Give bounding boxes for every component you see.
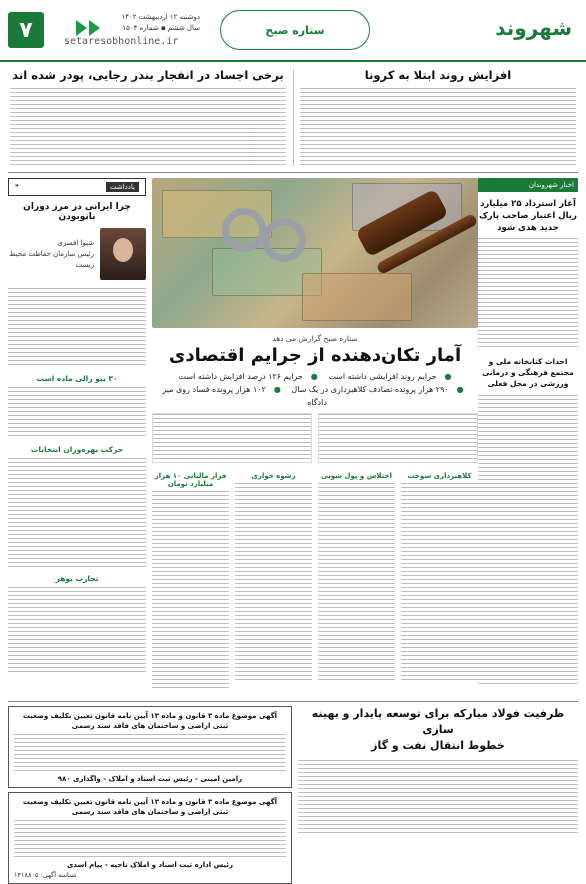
notice-serial: شناسه آگهی: ۱۴۱۸۸۰۵ bbox=[14, 871, 77, 879]
bullet-icon: ● bbox=[456, 385, 464, 394]
column-title[interactable]: چرا ایرانی در مرز دوران بانوبودن bbox=[23, 202, 131, 222]
masthead bbox=[0, 0, 586, 62]
column-body bbox=[235, 483, 312, 683]
feature-column bbox=[152, 469, 229, 691]
bullet-icon: ● bbox=[310, 372, 318, 381]
left-column bbox=[8, 178, 146, 698]
feature-column bbox=[401, 469, 478, 691]
banknote-image bbox=[302, 273, 412, 321]
notice-title: آگهی موضوع ماده ۳ قانون و ماده ۱۳ آیین نامه قانون تعیین تکلیف وضعیت ثبتی اراضی و ساختمان های فاقد سند رسمی bbox=[22, 798, 278, 816]
bottom-story bbox=[298, 706, 578, 824]
story-headline[interactable]: برخی اجساد در انفجار بندر رجایی، پودر شده اند bbox=[12, 68, 284, 82]
bullet-text: ۱۰۲ هزار پرونده فساد روی میز دادگاه bbox=[162, 385, 327, 407]
column-subhead: ۳۰ بیو زالی ماده است bbox=[36, 374, 118, 383]
notice-signature: رئیس اداره ثبت اسناد و املاک ناحیه - پیام اسدی bbox=[66, 861, 234, 869]
notice-body bbox=[14, 734, 286, 772]
issue-line: سال ششم ▪ شماره ۱۵۰۴ bbox=[122, 24, 200, 32]
top-left-story bbox=[10, 68, 286, 168]
column-body bbox=[8, 387, 146, 439]
column-body bbox=[152, 491, 229, 691]
author-block bbox=[8, 228, 146, 280]
column-headline[interactable]: آغاز استرداد ۲۵ میلیارد ریال اعتبار صاحب پارک جدید هدی شود bbox=[479, 199, 577, 233]
column-subhead: رشوه خواری bbox=[251, 472, 296, 480]
column-body bbox=[8, 288, 146, 368]
notice-signature: رامین امینی - رئیس ثبت اسناد و املاک - واگذاری ۹۸۰ bbox=[57, 775, 243, 783]
bullet-text: جرایم ۱۲۶ درصد افزایش داشته است bbox=[178, 372, 303, 381]
author-info bbox=[8, 238, 94, 271]
column-body bbox=[8, 458, 146, 568]
top-right-story bbox=[300, 68, 576, 168]
feature-columns bbox=[152, 469, 478, 691]
page-number: ۷ bbox=[8, 12, 44, 48]
handcuff-icon bbox=[262, 218, 306, 262]
story-headline[interactable]: افزایش روند ابتلا به کرونا bbox=[364, 68, 512, 82]
newspaper-logo: ستاره صبح bbox=[220, 10, 370, 50]
column-label: اخبار شهروندان bbox=[478, 178, 578, 192]
column-body bbox=[478, 238, 578, 348]
section-rule bbox=[8, 172, 578, 173]
bullet-icon: ● bbox=[273, 385, 281, 394]
legal-notice bbox=[8, 792, 292, 884]
issue-date bbox=[50, 12, 200, 34]
lead-paragraph bbox=[152, 413, 312, 463]
legal-notices bbox=[8, 706, 292, 879]
bullet-text: جرایم روند افزایشی داشته است bbox=[328, 372, 437, 381]
column-body bbox=[8, 587, 146, 673]
column-label: یادداشت bbox=[106, 182, 139, 192]
handcuff-icon bbox=[222, 208, 266, 252]
story-body bbox=[10, 88, 286, 168]
bullet-text: ۲۹۰ هزار پرونده تصادف کلاهبرداری در یک سال bbox=[291, 385, 449, 394]
story-title-line[interactable]: خطوط انتقال نفت و گاز bbox=[371, 739, 505, 752]
column-subhead[interactable]: احداث کتابخانه ملی و مجتمع فرهنگی و درمانی ورزشی در محل فعلی bbox=[482, 357, 574, 388]
lead-area bbox=[152, 413, 478, 463]
author-name: شیوا افسری bbox=[57, 238, 94, 247]
author-photo bbox=[100, 228, 146, 280]
feature-kicker: ستاره صبح گزارش می دهد bbox=[272, 334, 358, 343]
story-title-line[interactable]: ظرفیت فولاد مبارکه برای توسعه پایدار و بهینه سازی bbox=[311, 707, 565, 736]
story-body bbox=[300, 88, 576, 168]
column-body bbox=[478, 395, 578, 685]
bullet-icon: ● bbox=[444, 372, 452, 381]
column-subhead: حرکت بهره‌وران انتخابات bbox=[30, 445, 124, 454]
website-url[interactable]: setaresobhonline.ir bbox=[64, 36, 179, 47]
column-subhead: کلاهبرداری سوخت bbox=[407, 472, 472, 480]
column-divider bbox=[293, 70, 294, 166]
author-role: رئیس سازمان حفاظت محیط زیست bbox=[9, 249, 94, 269]
feature-photo bbox=[152, 178, 478, 328]
legal-notice bbox=[8, 706, 292, 788]
notice-title: آگهی موضوع ماده ۳ قانون و ماده ۱۳ آیین نامه قانون تعیین تکلیف وضعیت ثبتی اراضی و ساختمان های فاقد سند رسمی bbox=[22, 712, 278, 730]
column-header bbox=[8, 178, 146, 196]
feature-title[interactable]: آمار تکان‌دهنده از جرایم اقتصادی bbox=[168, 345, 462, 366]
column-subhead: اختلاس و پول شویی bbox=[320, 472, 392, 480]
date-line: دوشنبه ۱۲ اردیبهشت ۱۴۰۲ bbox=[121, 13, 200, 21]
lead-paragraph bbox=[318, 413, 478, 463]
section-rule bbox=[8, 701, 578, 702]
quote-icon: ❝ bbox=[15, 183, 19, 191]
section-title: شهروند bbox=[495, 16, 572, 40]
feature-column bbox=[318, 469, 395, 691]
feature-column bbox=[235, 469, 312, 691]
column-body bbox=[318, 483, 395, 683]
column-body bbox=[401, 483, 478, 683]
column-subhead: تجارب بوهر bbox=[55, 574, 99, 583]
feature-bullets bbox=[152, 370, 478, 409]
notice-body bbox=[14, 820, 286, 858]
right-column bbox=[478, 178, 578, 698]
column-subhead: فرار مالیاتی ۱۰ هزار میلیارد تومان bbox=[154, 472, 227, 488]
main-feature bbox=[152, 178, 478, 698]
story-body bbox=[298, 760, 578, 836]
